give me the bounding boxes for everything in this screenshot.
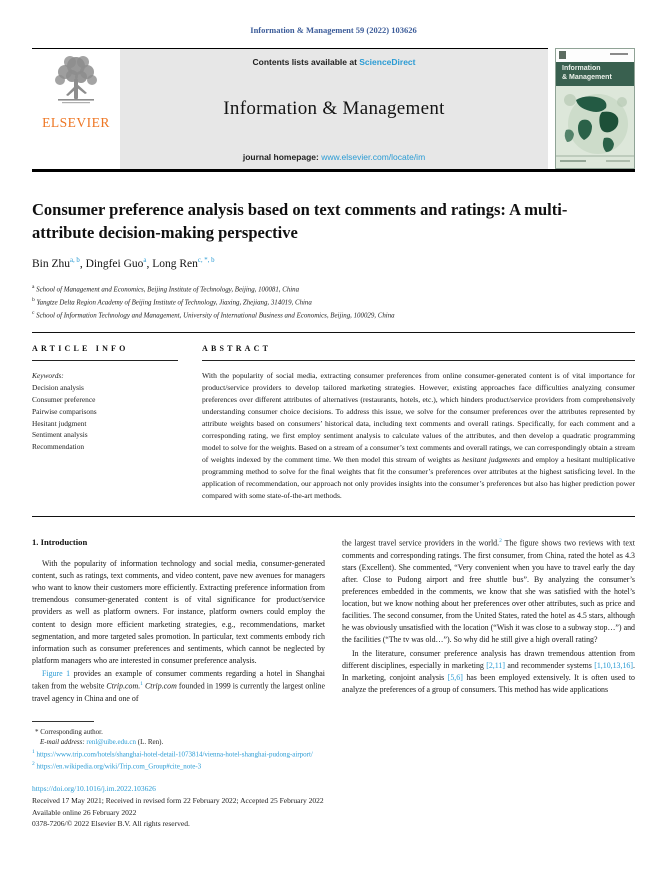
affiliation-text: School of Information Technology and Management, University of International Business and Economics, Beijing, 100029, China (34, 311, 395, 319)
intro-paragraph-2 (32, 668, 325, 705)
cover-title-line2: & Management (562, 73, 612, 81)
author-name: Dingfei Guo (85, 257, 144, 270)
intro-paragraph-1: With the popularity of information technology and social media, consumer-generated content, such as ratings, text comments, and video content, pave new avenues for managers who want to know their customers more efficiently. Extracting preference information from tremendous consumer-generated content is of vital significance for product/service providers as well as platform owners. For instance, platform owners could employ the content to design more efficient marketing strategies, e.g., recommendations, market segmentation, and more targeted sales promotion. In particular, text comments embody rich information such as consumer preferences and sentiments, which cannot be neglected by platform managers who are interested in consumer preference analysis. (32, 559, 325, 665)
footnote-1-ref[interactable]: 1 (140, 680, 143, 687)
footnote-2-url-link[interactable]: https://en.wikipedia.org/wiki/Trip.com_Group#cite_note-3 (36, 761, 202, 770)
affiliation-list (32, 283, 635, 322)
affiliation-marker: b (32, 296, 35, 303)
journal-title: Information & Management (223, 98, 445, 120)
footnote-1 (32, 748, 325, 760)
author-affil-ref[interactable]: a, b (70, 256, 80, 264)
corresponding-author-note: * Corresponding author. (35, 727, 103, 736)
author-separator: , (79, 257, 86, 270)
paragraph-text: and recommender systems (505, 660, 595, 670)
journal-homepage-line (126, 152, 542, 162)
website-name-italic: Ctrip.com. (106, 681, 141, 691)
email-label: E-mail address: (40, 738, 87, 747)
article-info-rule (32, 360, 178, 361)
affiliation-line (32, 283, 635, 296)
cover-top-strip (556, 49, 634, 62)
keyword-item: Recommendation (32, 442, 85, 452)
cover-world-map-image (556, 86, 634, 168)
author-affil-ref[interactable]: c, *, b (197, 256, 215, 264)
article-info-heading: ARTICLE INFO (32, 344, 129, 354)
affiliation-line (32, 309, 635, 322)
received-dates-line: Received 17 May 2021; Received in revised form 22 February 2022; Accepted 25 February 2022 (32, 796, 324, 806)
keyword-item: Decision analysis (32, 383, 84, 393)
citation-ref-link[interactable]: [1,10,13,16] (594, 660, 633, 670)
paragraph-text: the largest travel service providers in the world. (342, 538, 500, 548)
article-info-column (32, 344, 202, 502)
email-suffix: (L. Ren). (136, 738, 164, 747)
affiliation-line (32, 296, 635, 309)
citation-ref-link[interactable]: [5,6] (447, 672, 463, 682)
doi-link[interactable]: https://doi.org/10.1016/j.im.2022.103626 (32, 784, 156, 794)
keywords-label: Keywords: (32, 371, 64, 381)
footnote-2-marker: 2 (32, 760, 35, 767)
paragraph-text: . In marketing, conjoint analysis (342, 660, 635, 682)
journal-masthead (120, 49, 548, 169)
author-name: Bin Zhu (32, 257, 71, 270)
header-left-region (32, 48, 548, 169)
cover-title-band (556, 62, 634, 86)
footnote-1-url-link[interactable]: https://www.trip.com/hotels/shanghai-hotel-detail-1073814/vienna-hotel-shanghai-pudong-airport/ (36, 750, 313, 759)
figure-1-reference-link[interactable]: Figure 1 (42, 668, 71, 678)
cover-publisher-chip-icon (559, 51, 566, 59)
abstract-part1: With the popularity of social media, extracting consumer preferences from online consumer-generated content is of vital importance for product/service providers to develop tailored marketing strategies. However, existing approaches face difficulties analyzing consumer preferences over different attributes of alternatives (restaurants, hotels, etc.), which hinders product/service providers from comprehensively understanding consumer choice decisions. To address this issue, we solve for the consumer preferences over the attributes represented by attribute weights based on consumers’ historical data, including text comments and overall ratings. Specifically, for each comment and a corresponding rating, we first employ sentiment analysis to calculate values of the attributes, and then develop a quadratic programming model to solve for the weights. Based on a stream of a consumer’s text comments and overall ratings, we can correspondingly obtain a stream of weights indexed by the comment time. We then model this stream of weights as (202, 371, 635, 465)
author-name: Long Ren (152, 257, 198, 270)
paragraph-text: has been employed extensively. It is often used to analyze the preferences of a group of consumers. This method has wide applications (342, 672, 635, 694)
article-footer (32, 783, 635, 830)
author-list (32, 257, 635, 270)
journal-citation-header: Information & Management 59 (2022) 103626 (250, 25, 417, 35)
keyword-item: Consumer preference (32, 394, 96, 404)
abstract-column (202, 344, 635, 502)
affiliation-marker: a (32, 283, 35, 290)
info-block-bottom-rule (32, 516, 635, 517)
journal-cover-thumbnail[interactable] (555, 48, 635, 169)
body-two-columns (32, 537, 635, 771)
abstract-heading: ABSTRACT (202, 344, 272, 354)
article-info-abstract-block (32, 333, 635, 516)
available-online-line: Available online 26 February 2022 (32, 807, 137, 817)
paragraph-text: founded in 1999 is currently the largest online travel agency in China and one of (32, 681, 325, 703)
body-right-column (342, 537, 635, 771)
author-separator: , (146, 257, 153, 270)
intro-paragraph-3 (342, 537, 635, 646)
email-footnote (32, 737, 325, 748)
website-name-italic: Ctrip.com (144, 681, 177, 691)
elsevier-logo (32, 49, 120, 169)
footnote-2 (32, 760, 325, 772)
sciencedirect-link[interactable]: ScienceDirect (359, 57, 416, 67)
header-thick-rule (32, 169, 635, 172)
abstract-part2: and employ a hesitant multiplicative programming method to solve for the final weights that fit the consumer’s preferences over attributes at the highest satisficing level. In the application of recommendation, our approach not only provides insights into the consumer’s preferences but also has higher prediction power compared with some state-of-the-art methods. (202, 455, 635, 501)
paragraph-text: provides an example of consumer comments regarding a hotel in Shanghai taken from the website (32, 668, 326, 691)
abstract-italic-term: hesitant judgments (462, 455, 520, 465)
abstract-text (202, 370, 635, 502)
contents-list-line (126, 57, 542, 67)
abstract-rule (202, 360, 635, 361)
paragraph-text: In the literature, consumer preference analysis has drawn tremendous attention from different disciplines, especially in marketing (342, 648, 635, 670)
article-title: Consumer preference analysis based on text comments and ratings: A multi-attribute decision-making perspective (32, 199, 568, 242)
elsevier-wordmark: ELSEVIER (42, 115, 110, 130)
elsevier-tree-icon (50, 53, 102, 114)
body-left-column (32, 537, 325, 771)
issn-copyright-line: 0378-7206/© 2022 Elsevier B.V. All rights reserved. (32, 819, 190, 829)
affiliation-marker: c (32, 309, 35, 316)
footnote-1-marker: 1 (32, 748, 35, 755)
email-link[interactable]: renl@uibe.edu.cn (86, 738, 137, 747)
cover-issn-mark (610, 53, 628, 55)
keyword-item: Sentiment analysis (32, 430, 88, 440)
paragraph-text: The figure shows two reviews with text comments and corresponding ratings. The first consumer, from China, rated the hotel as 4.3 stars (Excellent). She commented, “Very convenient when you have to travel early the day after. Close to Pudong airport and free shuttle bus”. By analyzing the consumer’s preferences embedded in the comments, we know that she was satisfied with the hotel’s location, but we know nothing about her preferences over other attributes, such as price and facilities. The second consumer, from the United States, rated the hotel as 4.5 stars, although he was obviously unsatisfied with the location (“Wish it was close to a subway stop…”) and the facilities (“The tv was old…”). So why did he still give a high overall rating? (342, 538, 635, 645)
cover-title-line1: Information (562, 65, 601, 72)
affiliation-text: School of Management and Economics, Beijing Institute of Technology, Beijing, 100081, China (34, 285, 300, 293)
footnote-2-ref[interactable]: 2 (499, 538, 502, 545)
keyword-item: Pairwise comparisons (32, 406, 97, 416)
footnote-block (32, 721, 325, 772)
homepage-prefix-text: journal homepage: (242, 151, 322, 162)
intro-paragraph-4 (342, 648, 635, 696)
author-affil-ref[interactable]: a (143, 256, 147, 264)
citation-ref-link[interactable]: [2,11] (486, 660, 505, 670)
footnote-divider-rule (32, 721, 94, 722)
affiliation-text: Yangtze Delta Region Academy of Beijing Institute of Technology, Jiaxing, Zhejiang, 314019, China (34, 298, 312, 306)
journal-header-band (32, 48, 635, 169)
section-1-heading: 1. Introduction (32, 537, 88, 548)
keyword-item: Hesitant judgment (32, 418, 87, 428)
contents-prefix-text: Contents lists available at (252, 57, 360, 67)
journal-homepage-link[interactable]: www.elsevier.com/locate/im (321, 151, 426, 162)
